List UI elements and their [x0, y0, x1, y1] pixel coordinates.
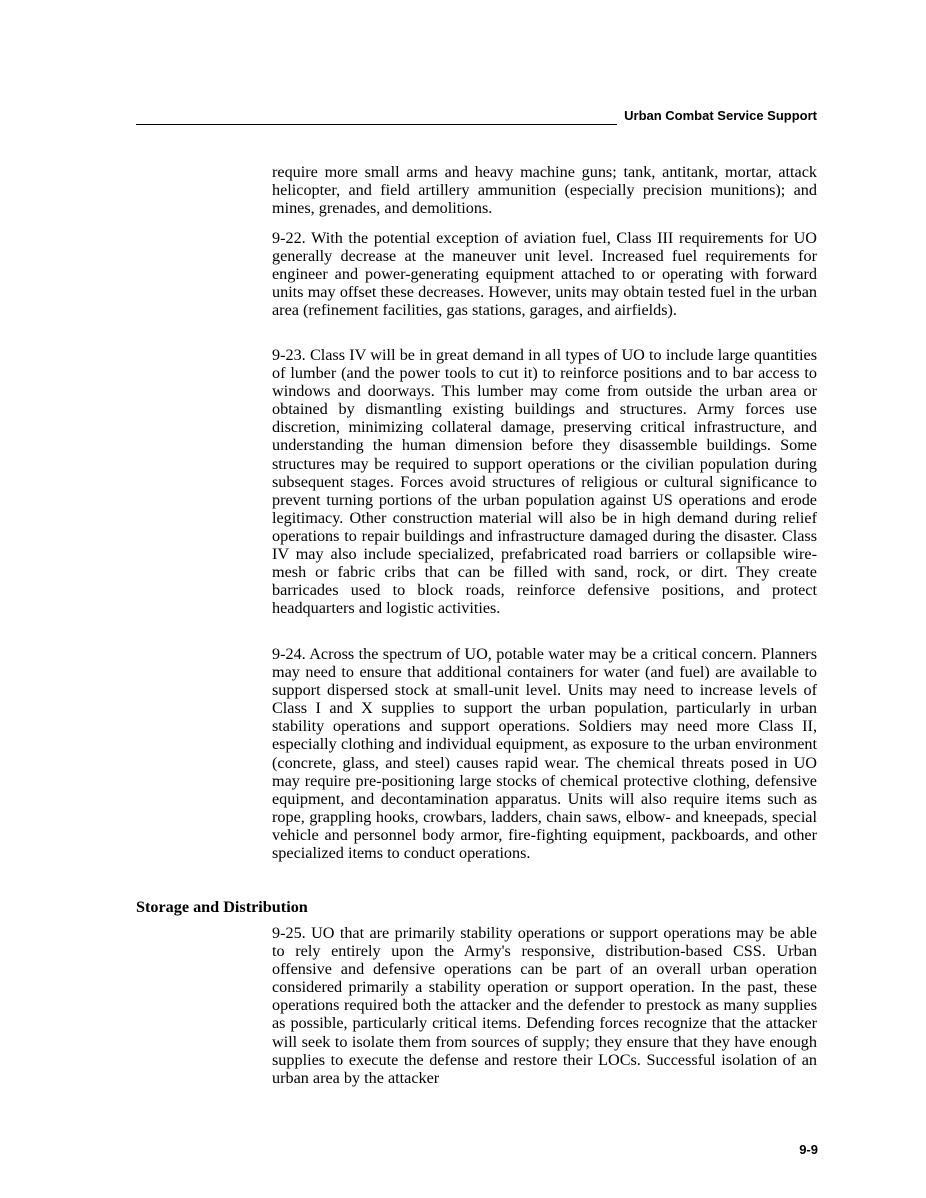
header-rule — [136, 124, 617, 125]
paragraph-9-22 — [272, 229, 817, 319]
paragraph-text: 9-23. Class IV will be in great demand in all types of UO to include large quantities of lumber (and the power tools to cut it) to reinforce positions and to bar access to windows and doorways. This lumber may come from outside the urban area or obtained by dismantling existing buildings and structures. Army forces use discretion, minimizing collateral damage, preserving critical infrastructure, and understanding the human dimension before they disassemble buildings. Some structures may be required to support operations or the civilian population during subsequent stages. Forces avoid structures of religious or cultural significance to prevent turning portions of the urban population against US operations and erode legitimacy. Other construction material will also be in high demand during relief operations to repair buildings and infrastructure damaged during the disaster. Class IV may also include specialized, prefabricated road barriers or collapsible wire-mesh or fabric cribs that can be filled with sand, rock, or dirt. They create barricades used to block roads, reinforce defensive positions, and protect headquarters and logistic activities. — [272, 346, 817, 618]
paragraph-9-24 — [272, 645, 817, 862]
section-heading: Storage and Distribution — [136, 898, 308, 916]
paragraph-text: 9-22. With the potential exception of aviation fuel, Class III requirements for UO generally decrease at the maneuver unit level. Increased fuel requirements for engineer and power-generating equipment attached to or operating with forward units may offset these decreases. However, units may obtain tested fuel in the urban area (refinement facilities, gas stations, garages, and airfields). — [272, 229, 817, 320]
paragraph-text: 9-25. UO that are primarily stability operations or support operations may be able to rely entirely upon the Army's responsive, distribution-based CSS. Urban offensive and defensive operations can be part of an overall urban operation considered primarily a stability operation or support operation. In the past, these operations required both the attacker and the defender to prestock as many supplies as possible, particularly critical items. Defending forces recognize that the attacker will seek to isolate them from sources of supply; they ensure that they have enough supplies to execute the defense and restore their LOCs. Successful isolation of an urban area by the attacker — [272, 924, 817, 1087]
paragraph-text: require more small arms and heavy machine guns; tank, antitank, mortar, attack helicopter, and field artillery ammunition (especially precision munitions); and mines, grenades, and demolitions. — [272, 163, 817, 218]
paragraph-continued — [272, 163, 817, 217]
paragraph-text: 9-24. Across the spectrum of UO, potable water may be a critical concern. Planners may need to ensure that additional containers for water (and fuel) are available to support dispersed stock at small-unit level. Units may need to increase levels of Class I and X supplies to support the urban population, particularly in urban stability operations and support operations. Soldiers may need more Class II, especially clothing and individual equipment, as exposure to the urban environment (concrete, glass, and steel) causes rapid wear. The chemical threats posed in UO may require pre-positioning large stocks of chemical protective clothing, defensive equipment, and decontamination apparatus. Units will also require items such as rope, grappling hooks, crowbars, ladders, chain saws, elbow- and kneepads, special vehicle and personnel body armor, fire-fighting equipment, packboards, and other specialized items to conduct operations. — [272, 645, 817, 863]
page-number: 9-9 — [799, 1142, 818, 1157]
paragraph-9-25 — [272, 924, 817, 1087]
paragraph-9-23 — [272, 346, 817, 617]
running-header-title: Urban Combat Service Support — [624, 108, 817, 123]
